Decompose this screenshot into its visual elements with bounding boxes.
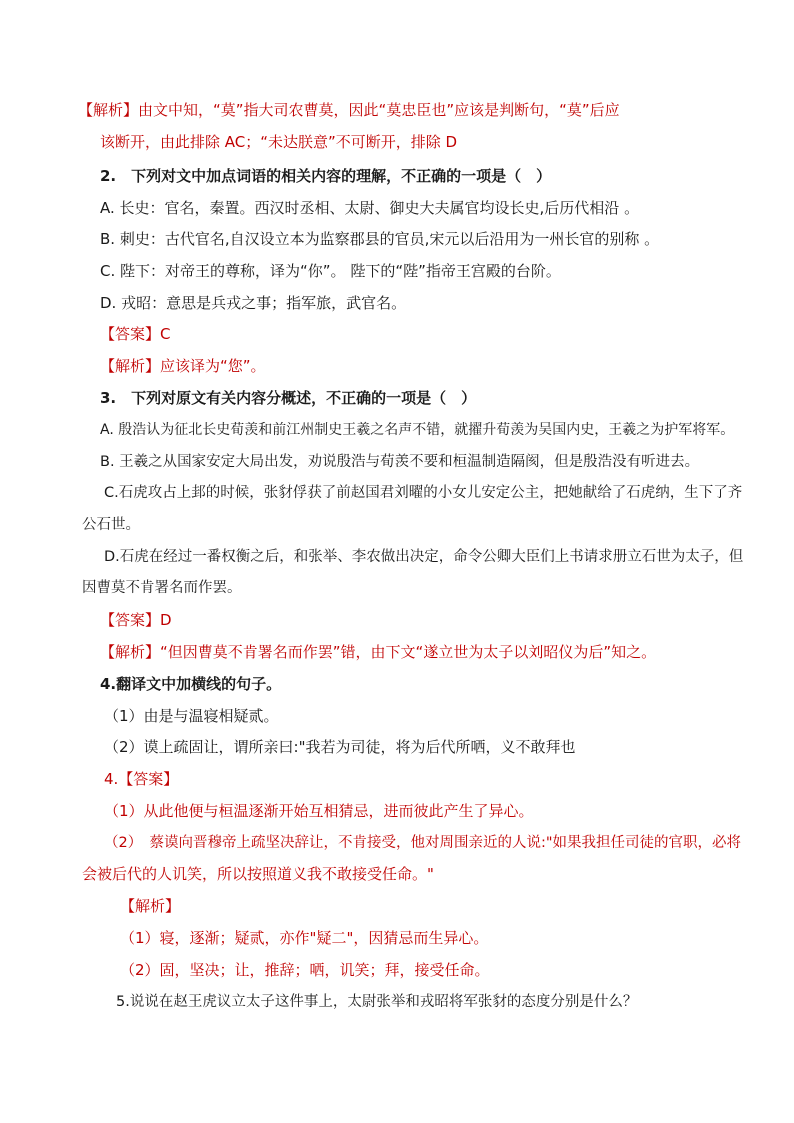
question-3: 3. 下列对原文有关内容分概述，不正确的一项是（ ）	[100, 389, 477, 407]
answer-tag: 【答案】	[100, 325, 161, 343]
q3-option-c-line-1: C.石虎攻占上邽的时候，张豺俘获了前赵国君刘曜的小女儿安定公主，把她献给了石虎纳，生下了齐	[104, 485, 743, 501]
question-5: 5.说说在赵王虎议立太子这件事上，太尉张举和戎昭将军张豺的态度分别是什么？	[116, 994, 638, 1010]
answer-4-sentence-2-line-2: 会被后代的人讥笑，所以按照道义我不敢接受任命。"	[82, 865, 434, 883]
q3-option-b: B. 王羲之从国家安定大局出发，劝说殷浩与荀羡不要和桓温制造隔阂，但是殷浩没有听进去。	[100, 454, 700, 470]
q2-option-b: B. 刺史：古代官名,自汉设立本为监察郡县的官员,宋元以后沿用为一州长官的别称 。	[100, 230, 660, 248]
q3-option-d-line-1: D.石虎在经过一番权衡之后，和张举、李农做出决定，命令公卿大臣们上书请求册立石世为太子，但	[104, 549, 744, 565]
analysis-text: 应该译为“您”。	[160, 357, 266, 375]
analysis-tag: 【解析】	[100, 643, 161, 661]
question-2: 2. 下列对文中加点词语的相关内容的理解，不正确的一项是（ ）	[100, 167, 552, 185]
answer-tag: 【答案】	[100, 611, 161, 629]
answer-2	[100, 324, 171, 344]
q2-option-a: A. 长史：官名，秦置。西汉时丞相、太尉、御史大夫属官均设长史,后历代相沿 。	[100, 199, 640, 217]
answer-4-sentence-1: （1）从此他便与桓温逐渐开始互相猜忌，进而彼此产生了异心。	[104, 802, 534, 820]
analysis-line-2: 该断开，由此排除 AC；“未达朕意”不可断开，排除 D	[100, 133, 458, 151]
analysis-tag: 【解析】	[100, 357, 161, 375]
q4-sentence-2: （2）谟上疏固让，谓所亲曰:"我若为司徒，将为后代所哂，义不敢拜也	[104, 738, 576, 756]
q4-sentence-1: （1）由是与温寝相疑贰。	[104, 707, 279, 725]
analysis-text: 由文中知，“莫”指大司农曹莫，因此“莫忠臣也”应该是判断句，“莫”后应	[138, 101, 620, 119]
answer-4-sentence-2-line-1: （2） 蔡谟向晋穆帝上疏坚决辞让，不肯接受，他对周围亲近的人说:"如果我担任司徒的官职，必将	[104, 835, 742, 851]
analysis-3	[100, 642, 656, 662]
q3-option-d-line-2: 因曹莫不肯署名而作罢。	[82, 580, 242, 596]
analysis-2	[100, 356, 266, 376]
q2-option-d: D. 戎昭：意思是兵戎之事；指军旅，武官名。	[100, 294, 407, 312]
analysis-4-heading: 【解析】	[120, 897, 181, 915]
analysis-4-line-2: （2）固，坚决；让，推辞；哂，讥笑；拜，接受任命。	[120, 961, 490, 979]
question-4: 4.翻译文中加横线的句子。	[100, 675, 282, 693]
q3-option-c-line-2: 公石世。	[82, 517, 140, 533]
q2-option-c: C. 陛下：对帝王的尊称，译为“你”。 陛下的“陛”指帝王宫殿的台阶。	[100, 262, 561, 280]
answer-3	[100, 610, 172, 630]
q3-option-a: A. 殷浩认为征北长史荀羡和前江州制史王羲之名声不错，就擢升荀羡为吴国内史，王羲之为护军将军。	[100, 422, 735, 438]
answer-value: C	[160, 325, 171, 343]
analysis-tag: 【解析】	[78, 101, 139, 119]
analysis-line-1	[78, 100, 620, 120]
analysis-text: “但因曹莫不肯署名而作罢”错，由下文“遂立世为太子以刘昭仪为后”知之。	[160, 643, 657, 661]
answer-4-heading: 4.【答案】	[104, 770, 179, 788]
answer-value: D	[160, 611, 172, 629]
analysis-4-line-1: （1）寝，逐渐；疑贰，亦作"疑二"，因猜忌而生异心。	[120, 929, 489, 947]
